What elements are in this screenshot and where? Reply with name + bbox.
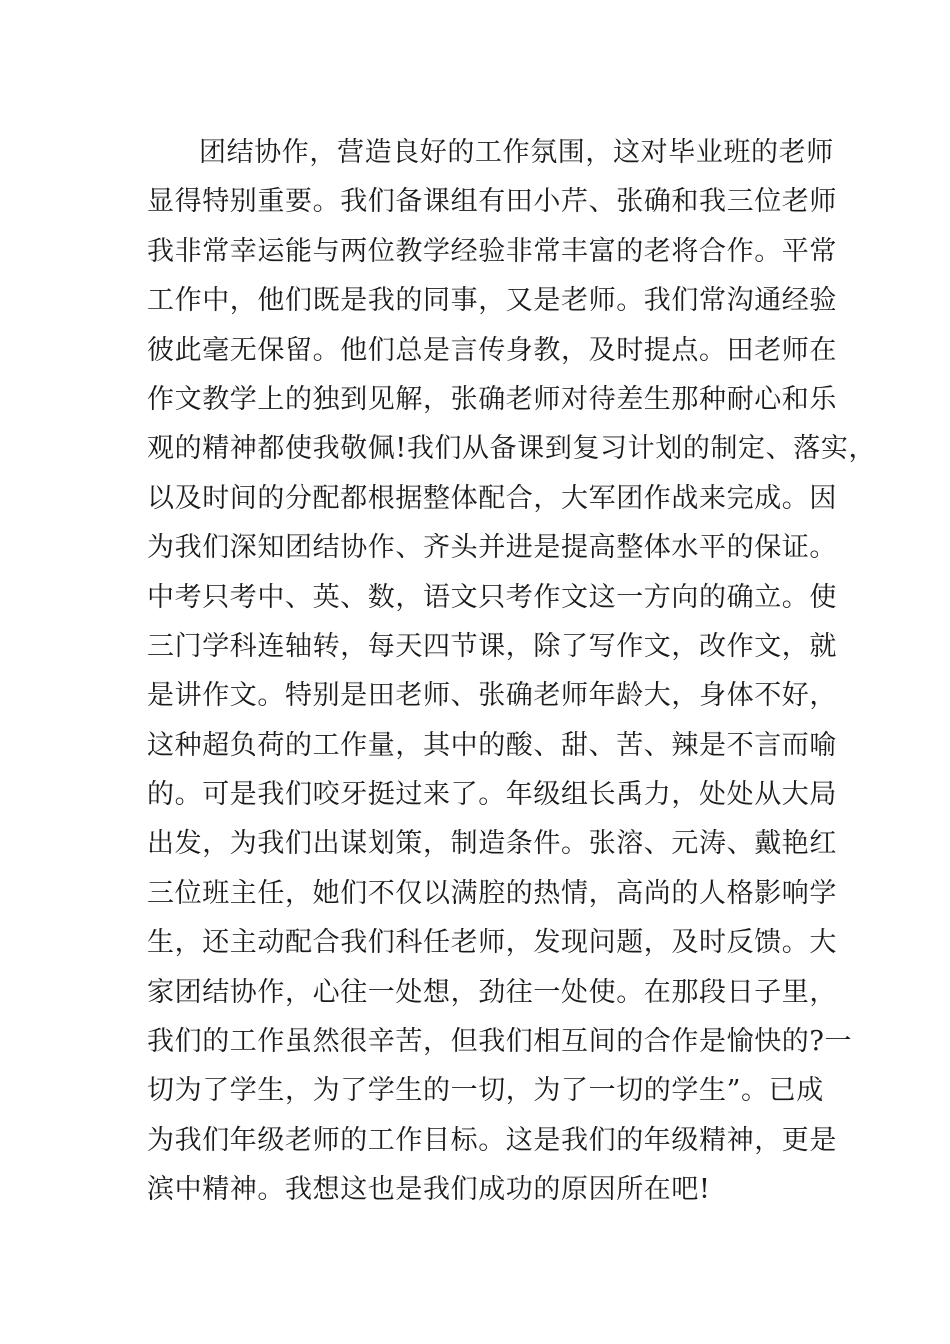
- text-line: 生，还主动配合我们科任老师，发现问题，及时反馈。大: [147, 927, 837, 959]
- text-line: 滨中精神。我想这也是我们成功的原因所在吧!: [147, 1174, 711, 1206]
- text-line: 显得特别重要。我们备课组有田小芹、张确和我三位老师: [147, 186, 837, 218]
- text-line: 切为了学生，为了学生的一切，为了一切的学生”。已成: [147, 1075, 824, 1107]
- text-line: 家团结协作，心往一处想，劲往一处使。在那段日子里，: [147, 976, 837, 1008]
- text-line: 为我们深知团结协作、齐头并进是提高整体水平的保证。: [147, 532, 837, 564]
- text-line: 我们的工作虽然很辛苦，但我们相互间的合作是愉快的?一: [147, 1026, 853, 1058]
- text-line: 出发，为我们出谋划策，制造条件。张溶、元涛、戴艳红: [147, 828, 837, 860]
- text-line: 彼此毫无保留。他们总是言传身教，及时提点。田老师在: [147, 334, 837, 366]
- text-line: 以及时间的分配都根据整体配合，大军团作战来完成。因: [147, 482, 837, 514]
- text-line: 作文教学上的独到见解，张确老师对待差生那种耐心和乐: [147, 383, 837, 415]
- text-line: 团结协作，营造良好的工作氛围，这对毕业班的老师: [199, 137, 834, 168]
- body-paragraph: [147, 128, 877, 1215]
- text-line: 为我们年级老师的工作目标。这是我们的年级精神，更是: [147, 1124, 837, 1156]
- text-line: 这种超负荷的工作量，其中的酸、甜、苦、辣是不言而喻: [147, 729, 837, 761]
- text-line: 是讲作文。特别是田老师、张确老师年龄大，身体不好，: [147, 680, 837, 712]
- text-line: 工作中，他们既是我的同事，又是老师。我们常沟通经验: [147, 285, 837, 317]
- text-line: 三门学科连轴转，每天四节课，除了写作文，改作文，就: [147, 630, 837, 662]
- text-line: 三位班主任，她们不仅以满腔的热情，高尚的人格影响学: [147, 877, 837, 909]
- text-line: 中考只考中、英、数，语文只考作文这一方向的确立。使: [147, 581, 837, 613]
- text-line: 我非常幸运能与两位教学经验非常丰富的老将合作。平常: [147, 235, 837, 267]
- text-line: 的。可是我们咬牙挺过来了。年级组长禹力，处处从大局: [147, 779, 837, 811]
- text-line: 观的精神都使我敬佩!我们从备课到复习计划的制定、落实，: [147, 433, 877, 465]
